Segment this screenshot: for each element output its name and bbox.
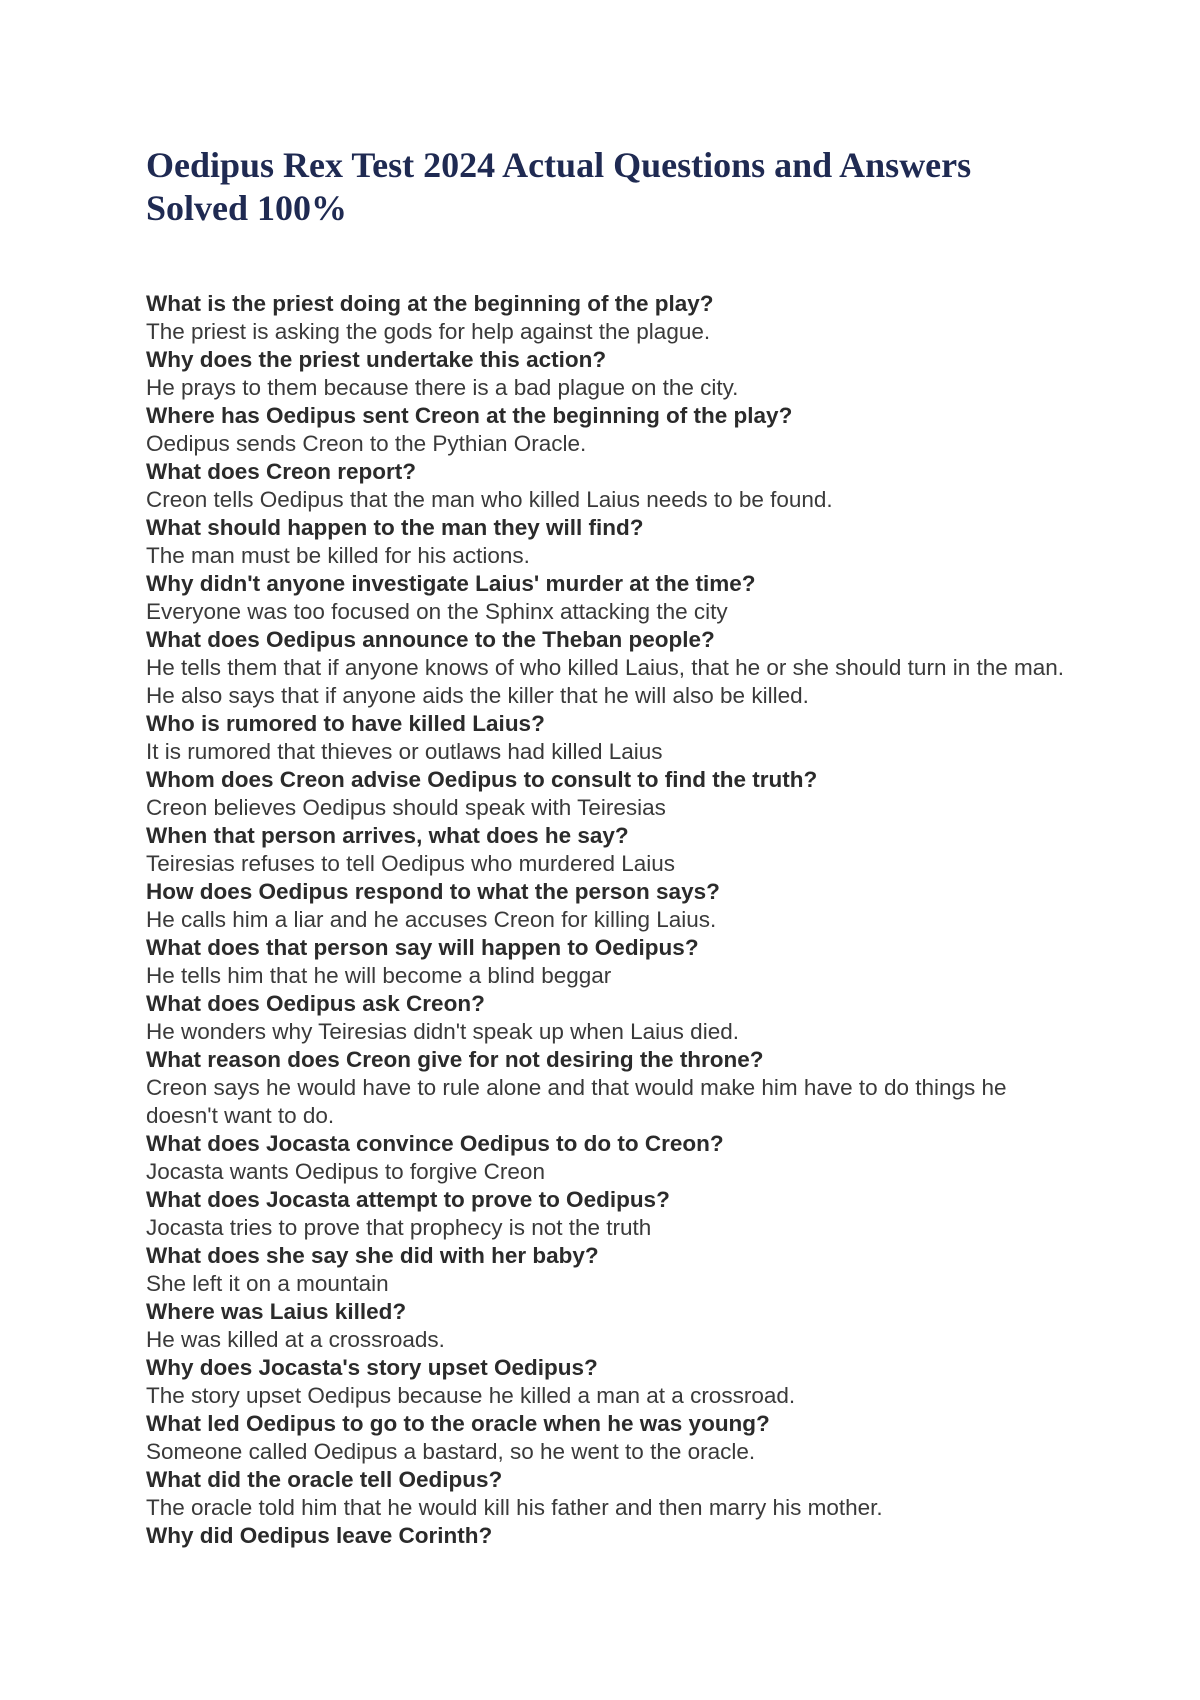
qa-item [146,1466,1076,1522]
question: What led Oedipus to go to the oracle when he was young? [146,1411,770,1436]
answer: The oracle told him that he would kill his father and then marry his mother. [146,1495,883,1520]
qa-item [146,346,1076,402]
question: What does Jocasta attempt to prove to Oedipus? [146,1187,670,1212]
qa-item [146,1522,1076,1550]
qa-item [146,1354,1076,1410]
question: Where was Laius killed? [146,1299,407,1324]
qa-item [146,710,1076,766]
qa-item [146,570,1076,626]
question: When that person arrives, what does he say? [146,823,629,848]
qa-item [146,458,1076,514]
question: Why does the priest undertake this action? [146,347,607,372]
answer: She left it on a mountain [146,1271,389,1296]
qa-item [146,626,1076,710]
question: Why does Jocasta's story upset Oedipus? [146,1355,598,1380]
answer: Jocasta wants Oedipus to forgive Creon [146,1159,545,1184]
qa-item [146,290,1076,346]
question: Who is rumored to have killed Laius? [146,711,545,736]
question: What does she say she did with her baby? [146,1243,599,1268]
answer: The priest is asking the gods for help against the plague. [146,319,711,344]
qa-item [146,1130,1076,1186]
question: Why did Oedipus leave Corinth? [146,1523,493,1548]
answer: Creon tells Oedipus that the man who killed Laius needs to be found. [146,487,833,512]
answer: He calls him a liar and he accuses Creon for killing Laius. [146,907,717,932]
answer: The story upset Oedipus because he killed a man at a crossroad. [146,1383,796,1408]
question: Whom does Creon advise Oedipus to consult to find the truth? [146,767,818,792]
answer: The man must be killed for his actions. [146,543,530,568]
question: What did the oracle tell Oedipus? [146,1467,503,1492]
qa-item [146,990,1076,1046]
answer: Jocasta tries to prove that prophecy is not the truth [146,1215,652,1240]
document-page [146,144,1076,1550]
answer: He prays to them because there is a bad plague on the city. [146,375,739,400]
qa-item [146,514,1076,570]
qa-item [146,766,1076,822]
qa-item [146,1046,1076,1130]
answer: It is rumored that thieves or outlaws had killed Laius [146,739,663,764]
question: What does Oedipus announce to the Theban people? [146,627,715,652]
answer: Everyone was too focused on the Sphinx attacking the city [146,599,728,624]
question: What does that person say will happen to Oedipus? [146,935,699,960]
qa-item [146,1298,1076,1354]
question: What does Creon report? [146,459,417,484]
question: What does Jocasta convince Oedipus to do to Creon? [146,1131,724,1156]
question: What should happen to the man they will find? [146,515,644,540]
question: What does Oedipus ask Creon? [146,991,485,1016]
answer: He tells them that if anyone knows of who killed Laius, that he or she should turn in the man. He also says that if anyone aids the killer that he will also be killed. [146,655,1065,708]
qa-item [146,402,1076,458]
qa-list [146,290,1076,1550]
question: What is the priest doing at the beginning of the play? [146,291,714,316]
qa-item [146,1186,1076,1242]
answer: He was killed at a crossroads. [146,1327,445,1352]
question: How does Oedipus respond to what the person says? [146,879,720,904]
qa-item [146,878,1076,934]
answer: Creon believes Oedipus should speak with Teiresias [146,795,666,820]
answer: Teiresias refuses to tell Oedipus who murdered Laius [146,851,676,876]
qa-item [146,1242,1076,1298]
document-title: Oedipus Rex Test 2024 Actual Questions and Answers Solved 100% [146,145,972,228]
qa-item [146,822,1076,878]
question: Why didn't anyone investigate Laius' murder at the time? [146,571,756,596]
question: What reason does Creon give for not desiring the throne? [146,1047,764,1072]
answer: He wonders why Teiresias didn't speak up when Laius died. [146,1019,739,1044]
question: Where has Oedipus sent Creon at the beginning of the play? [146,403,793,428]
answer: Oedipus sends Creon to the Pythian Oracle. [146,431,587,456]
answer: Creon says he would have to rule alone and that would make him have to do things he doesn't want to do. [146,1075,1007,1128]
answer: He tells him that he will become a blind beggar [146,963,612,988]
qa-item [146,934,1076,990]
qa-item [146,1410,1076,1466]
answer: Someone called Oedipus a bastard, so he went to the oracle. [146,1439,756,1464]
